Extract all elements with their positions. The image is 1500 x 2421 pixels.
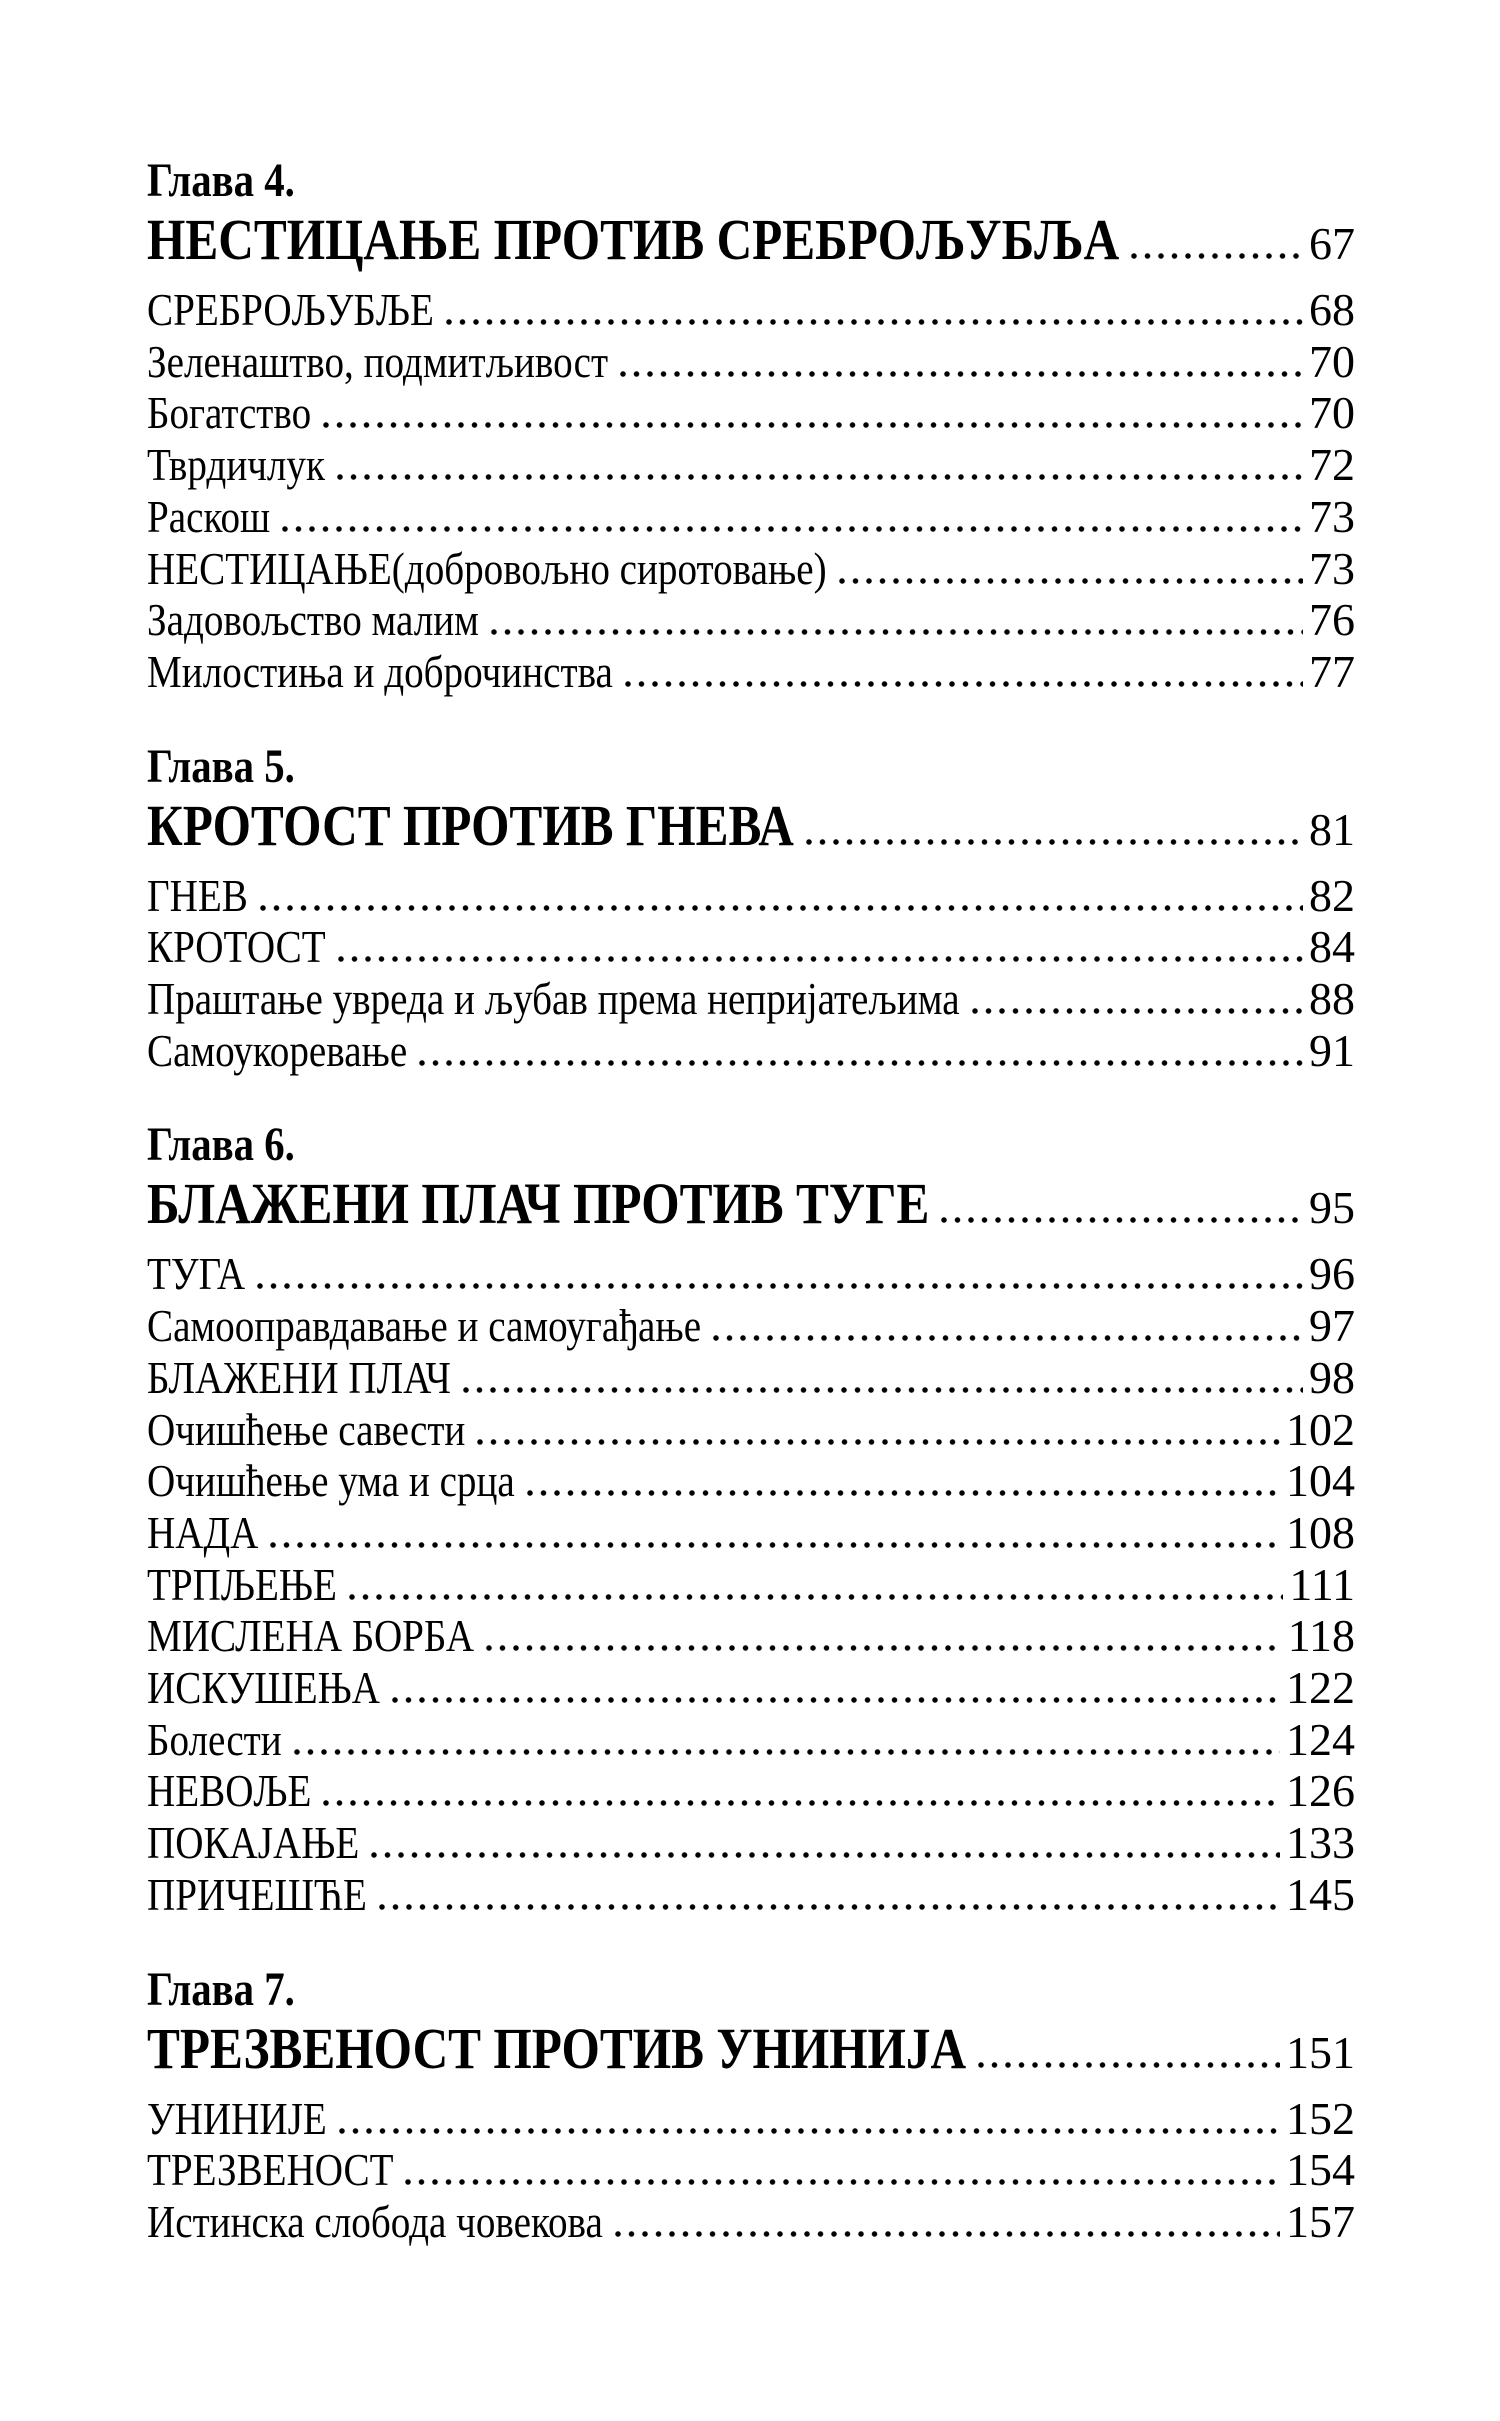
entry-title: Богатство (147, 387, 312, 439)
toc-entry-row (147, 1300, 1355, 1352)
entry-title: Самооправдавање и самоугађање (147, 1300, 702, 1352)
toc-entry-row (147, 1404, 1355, 1456)
chapter-label: Глава 5. (147, 739, 295, 793)
entry-page-number: 96 (1309, 1248, 1355, 1300)
dot-leader (379, 1904, 1280, 1910)
entry-page-number: 97 (1309, 1300, 1355, 1352)
toc-entry-row (147, 594, 1355, 646)
dot-leader (839, 578, 1303, 584)
dot-leader (349, 1594, 1284, 1600)
entry-page-number: 70 (1309, 387, 1355, 439)
dot-leader (392, 1697, 1280, 1703)
toc-entry-row (147, 1610, 1355, 1662)
dot-leader (486, 1645, 1282, 1651)
entry-page-number: 88 (1309, 973, 1355, 1025)
toc-entry-row (147, 1248, 1355, 1300)
toc-entry-row (147, 1714, 1355, 1766)
toc-entry-row (147, 1765, 1355, 1817)
dot-leader (323, 1800, 1280, 1806)
entry-page-number: 102 (1286, 1403, 1355, 1455)
dot-leader (270, 1542, 1280, 1548)
toc-entry-row (147, 2093, 1355, 2145)
entry-title: Зеленаштво, подмитљивост (147, 335, 609, 387)
chapter-entries (147, 870, 1355, 1077)
toc-chapter (147, 740, 1355, 1077)
entry-page-number: 104 (1286, 1455, 1355, 1507)
entry-title: ГНЕВ (147, 869, 248, 921)
entry-page-number: 122 (1286, 1662, 1355, 1714)
entry-title: НЕСТИЦАЊЕ(добровољно сиротовање) (147, 542, 827, 594)
chapter-label: Глава 6. (147, 1118, 295, 1172)
toc-entry-row (147, 1559, 1355, 1611)
chapter-title-row (147, 794, 1355, 858)
chapter-title-row (147, 2017, 1355, 2081)
toc-entry-row (147, 973, 1355, 1025)
entry-title: НЕВОЉЕ (147, 1765, 312, 1817)
entry-title: Задовољство малим (147, 594, 479, 646)
entry-title: Милостиња и доброчинства (147, 645, 613, 697)
table-of-contents (147, 154, 1355, 2290)
toc-entry-row (147, 1025, 1355, 1077)
chapter-page-number: 151 (1286, 2026, 1355, 2078)
entry-page-number: 154 (1286, 2144, 1355, 2196)
toc-entry-row (147, 646, 1355, 698)
entry-title: Тврдичлук (147, 439, 325, 491)
entry-page-number: 73 (1309, 542, 1355, 594)
entry-title: ИСКУШЕЊА (147, 1662, 380, 1714)
entry-page-number: 98 (1309, 1351, 1355, 1403)
entry-page-number: 152 (1286, 2092, 1355, 2144)
dot-leader (625, 681, 1303, 687)
entry-title: СРЕБРОЉУБЉЕ (147, 284, 434, 335)
entry-title: ТРПЉЕЊЕ (147, 1558, 337, 1610)
chapter-entries (147, 1248, 1355, 1920)
toc-entry-row (147, 387, 1355, 439)
toc-entry-row (147, 1352, 1355, 1404)
entry-title: Истинска слобода човекова (147, 2195, 603, 2247)
entry-title: ПРИЧЕШЋЕ (147, 1868, 367, 1920)
toc-entry-row (147, 1507, 1355, 1559)
dot-leader (446, 319, 1303, 325)
toc-chapter (147, 1118, 1355, 1920)
dot-leader (294, 1749, 1280, 1755)
toc-entry-row (147, 1455, 1355, 1507)
toc-entry-row (147, 336, 1355, 388)
entry-page-number: 157 (1286, 2195, 1355, 2247)
toc-entry-row (147, 2144, 1355, 2196)
dot-leader (972, 1008, 1303, 1014)
entry-title: Болести (147, 1713, 282, 1765)
dot-leader (806, 839, 1303, 845)
entry-page-number: 126 (1286, 1765, 1355, 1817)
dot-leader (941, 1217, 1303, 1223)
toc-chapter (147, 154, 1355, 698)
chapter-label: Глава 7. (147, 1962, 295, 2016)
dot-leader (339, 2128, 1280, 2134)
entry-title: Раскош (147, 490, 271, 542)
toc-entry-row (147, 1662, 1355, 1714)
toc-entry-row (147, 439, 1355, 491)
toc-entry-row (147, 491, 1355, 543)
entry-title: НАДА (147, 1506, 259, 1558)
toc-entry-row (147, 870, 1355, 922)
entry-page-number: 76 (1309, 594, 1355, 646)
entry-title: КРОТОСТ (147, 921, 326, 973)
toc-entry-row (147, 921, 1355, 973)
chapter-entries (147, 284, 1355, 698)
chapter-title-row (147, 1172, 1355, 1236)
entry-title: УНИНИЈЕ (147, 2092, 327, 2144)
entry-title: МИСЛЕНА БОРБА (147, 1610, 475, 1662)
chapter-title: БЛАЖЕНИ ПЛАЧ ПРОТИВ ТУГЕ (147, 1171, 930, 1237)
dot-leader (1131, 253, 1303, 259)
toc-entry-row (147, 284, 1355, 336)
entry-title: Очишћење савести (147, 1403, 466, 1455)
entry-title: Очишћење ума и срца (147, 1455, 515, 1507)
dot-leader (338, 956, 1303, 962)
toc-entry-row (147, 2196, 1355, 2248)
dot-leader (713, 1335, 1303, 1341)
entry-page-number: 77 (1309, 645, 1355, 697)
dot-leader (337, 474, 1303, 480)
dot-leader (477, 1439, 1280, 1445)
toc-entry-row (147, 1817, 1355, 1869)
chapter-title: ТРЕЗВЕНОСТ ПРОТИВ УНИНИЈА (147, 2015, 967, 2081)
chapter-label: Глава 4. (147, 154, 295, 207)
entry-page-number: 82 (1309, 869, 1355, 921)
entry-title: Праштање увреда и љубав према непријатељима (147, 973, 960, 1025)
entry-title: БЛАЖЕНИ ПЛАЧ (147, 1351, 451, 1403)
entry-page-number: 145 (1286, 1868, 1355, 1920)
entry-title: ТРЕЗВЕНОСТ (147, 2144, 394, 2196)
dot-leader (620, 371, 1303, 377)
chapter-title: КРОТОСТ ПРОТИВ ГНЕВА (147, 792, 794, 858)
entry-page-number: 68 (1309, 284, 1355, 335)
dot-leader (323, 422, 1303, 428)
entry-page-number: 84 (1309, 921, 1355, 973)
toc-chapter (147, 1963, 1355, 2248)
entry-title: Самоукоревање (147, 1024, 408, 1076)
chapter-entries (147, 2093, 1355, 2248)
entry-page-number: 70 (1309, 335, 1355, 387)
dot-leader (405, 2179, 1280, 2185)
entry-page-number: 108 (1286, 1506, 1355, 1558)
chapter-page-number: 67 (1309, 218, 1355, 269)
toc-entry-row (147, 543, 1355, 595)
dot-leader (978, 2062, 1280, 2068)
chapter-title-row (147, 208, 1355, 272)
dot-leader (527, 1490, 1280, 1496)
entry-page-number: 91 (1309, 1024, 1355, 1076)
entry-page-number: 118 (1287, 1610, 1355, 1662)
chapter-page-number: 95 (1309, 1182, 1355, 1234)
entry-page-number: 73 (1309, 490, 1355, 542)
dot-leader (282, 526, 1303, 532)
dot-leader (419, 1060, 1303, 1066)
dot-leader (491, 629, 1303, 635)
entry-title: ПОКАЈАЊЕ (147, 1817, 360, 1869)
entry-title: ТУГА (147, 1248, 246, 1300)
dot-leader (260, 905, 1303, 911)
dot-leader (463, 1387, 1303, 1393)
entry-page-number: 72 (1309, 439, 1355, 491)
entry-page-number: 111 (1289, 1558, 1355, 1610)
dot-leader (257, 1283, 1303, 1289)
chapter-page-number: 81 (1309, 803, 1355, 855)
toc-entry-row (147, 1869, 1355, 1921)
chapter-title: НЕСТИЦАЊЕ ПРОТИВ СРЕБРОЉУБЉА (147, 207, 1120, 272)
dot-leader (371, 1852, 1280, 1858)
entry-page-number: 124 (1286, 1713, 1355, 1765)
dot-leader (615, 2231, 1280, 2237)
entry-page-number: 133 (1286, 1817, 1355, 1869)
